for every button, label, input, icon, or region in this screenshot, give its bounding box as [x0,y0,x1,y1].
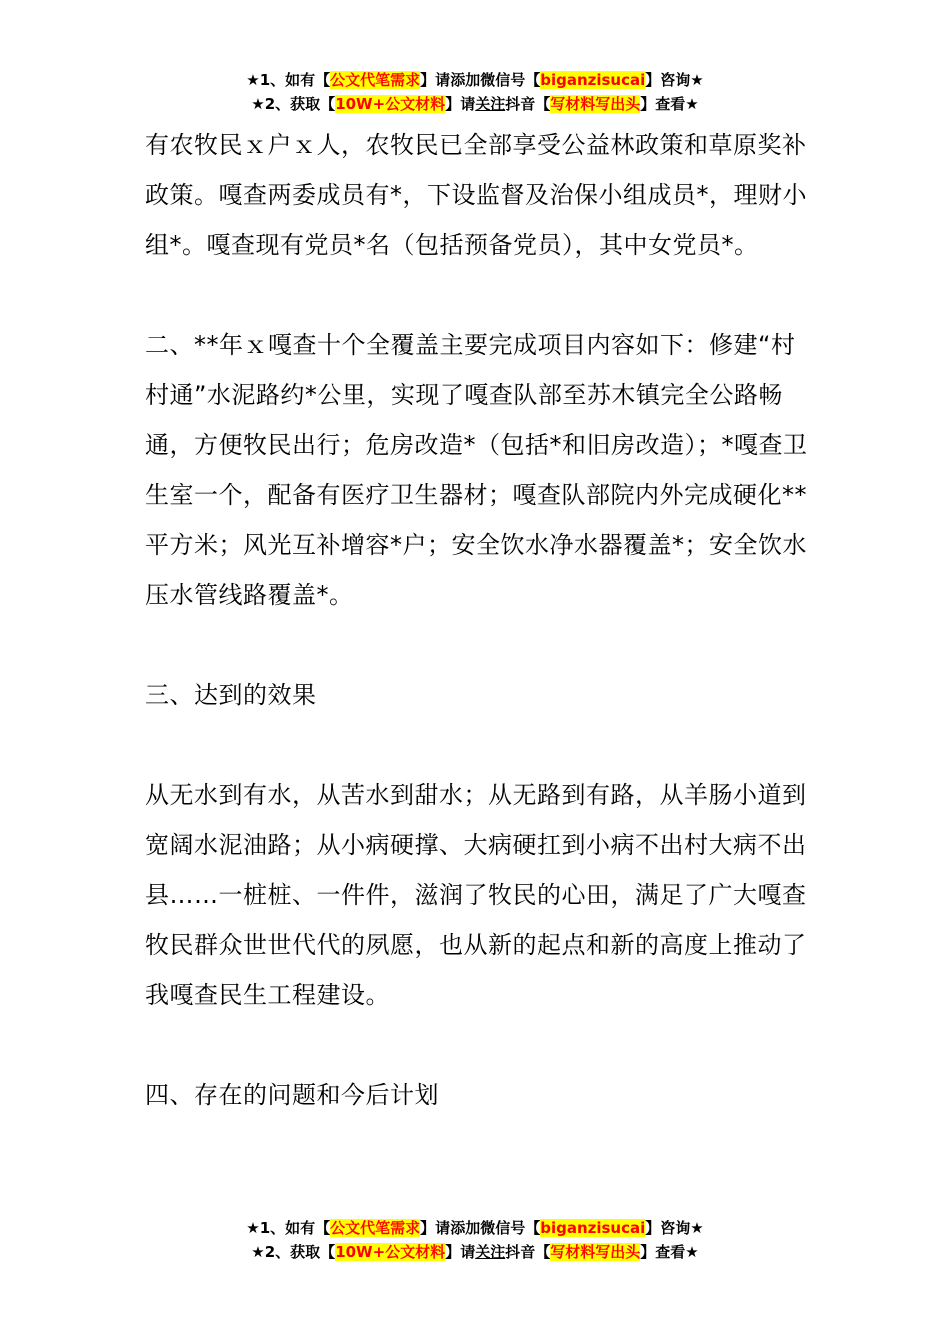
banner-line1-prefix: ★1、如有【 [246,71,331,89]
document-body [145,120,810,1120]
banner-line1-highlight-service: 公文代笔需求 [330,71,421,89]
header-banner [0,68,950,116]
footer-line2-prefix: ★2、获取【 [251,1243,336,1261]
footer-line2-emph: 关注 [475,1243,506,1261]
footer-line2-mid1: 】请 [445,1243,476,1261]
footer-line2-suffix: 】查看★ [640,1243,699,1261]
footer-line1-highlight-wechat: biganzisucai [540,1219,646,1237]
banner-line1-suffix: 】咨询★ [645,71,704,89]
banner-line1-emph: 添加 [450,71,481,89]
paragraph-effects: 从无水到有水，从苦水到甜水；从无路到有路，从羊肠小道到宽阔水泥油路；从小病硬撑、大病硬扛到小病不出村大病不出县……一桩桩、一件件，滋润了牧民的心田，满足了广大嘎查牧民群众世世代代的夙愿，也从新的起点和新的高度上推动了我嘎查民生工程建设。 [145,781,807,1009]
banner-line2-suffix: 】查看★ [640,95,699,113]
banner-line2-prefix: ★2、获取【 [251,95,336,113]
footer-line1-suffix: 】咨询★ [645,1219,704,1237]
banner-line-1 [0,68,950,92]
footer-banner-line-2 [0,1240,950,1264]
footer-banner-line-1 [0,1216,950,1240]
footer-banner [0,1216,950,1264]
footer-line1-mid2: 微信号【 [480,1219,541,1237]
banner-line2-highlight-douyin: 写材料写出头 [550,95,641,113]
footer-line1-prefix: ★1、如有【 [246,1219,331,1237]
paragraph-section-two: 二、**年ｘ嘎查十个全覆盖主要完成项目内容如下：修建“村村通”水泥路约*公里，实现了嘎查队部至苏木镇完全公路畅通，方便牧民出行；危房改造*（包括*和旧房改造）；*嘎查卫生室一个，配备有医疗卫生器材；嘎查队部院内外完成硬化**平方米；风光互补增容*户；安全饮水净水器覆盖*；安全饮水压水管线路覆盖*。 [145,331,808,609]
banner-line2-mid2: 抖音【 [505,95,551,113]
heading-section-three: 三、达到的效果 [145,681,317,709]
footer-line1-highlight-service: 公文代笔需求 [330,1219,421,1237]
footer-line1-emph: 添加 [450,1219,481,1237]
banner-line2-mid1: 】请 [445,95,476,113]
banner-line2-highlight-materials: 10W+公文材料 [335,95,446,113]
footer-line2-highlight-materials: 10W+公文材料 [335,1243,446,1261]
footer-line2-highlight-douyin: 写材料写出头 [550,1243,641,1261]
banner-line-2 [0,92,950,116]
banner-line1-mid2: 微信号【 [480,71,541,89]
banner-line2-emph: 关注 [475,95,506,113]
banner-line1-highlight-wechat: biganzisucai [540,71,646,89]
footer-line2-mid2: 抖音【 [505,1243,551,1261]
banner-line1-mid1: 】请 [420,71,451,89]
paragraph-population: 有农牧民ｘ户ｘ人，农牧民已全部享受公益林政策和草原奖补政策。嘎查两委成员有*，下设监督及治保小组成员*，理财小组*。嘎查现有党员*名（包括预备党员），其中女党员*。 [145,131,807,259]
heading-section-four: 四、存在的问题和今后计划 [145,1081,439,1109]
footer-line1-mid1: 】请 [420,1219,451,1237]
